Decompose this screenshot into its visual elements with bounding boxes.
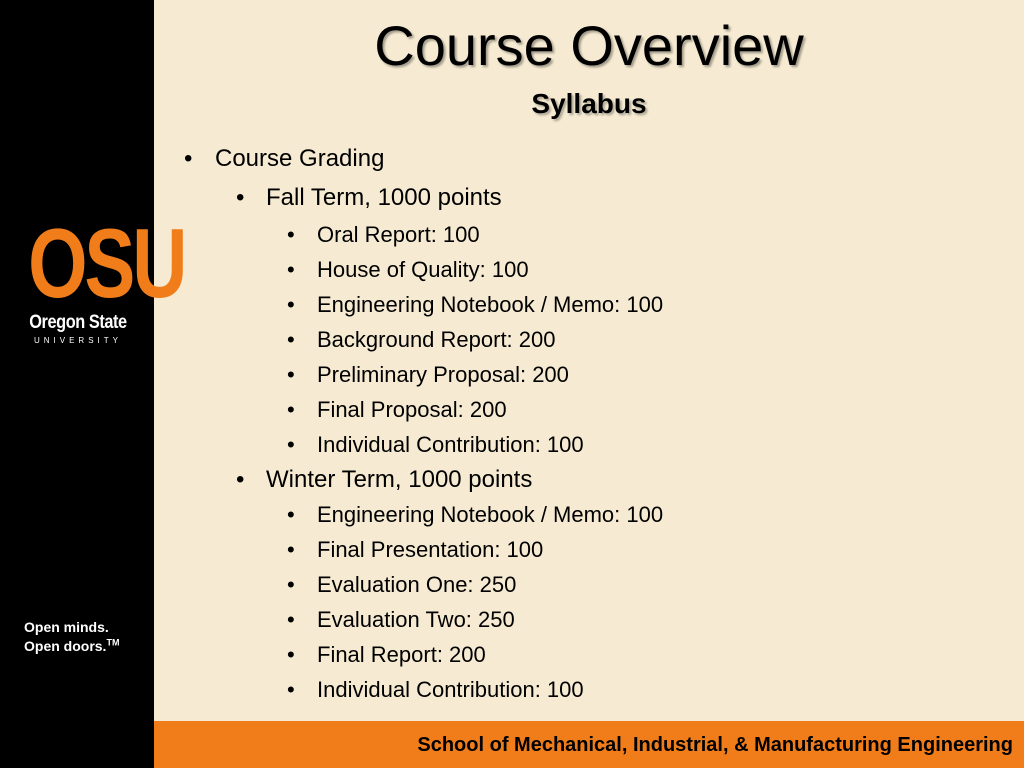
footer-bar bbox=[154, 721, 1024, 768]
list-item-text: Engineering Notebook / Memo: 100 bbox=[317, 502, 664, 527]
bullet-dot: • bbox=[287, 327, 295, 352]
bullet-dot: • bbox=[287, 222, 295, 247]
bullet-dot: • bbox=[184, 145, 193, 172]
bullet-dot: • bbox=[287, 572, 295, 597]
list-item-text: Individual Contribution: 100 bbox=[317, 677, 584, 702]
logo-mark: OSU bbox=[28, 208, 185, 318]
bullet-dot: • bbox=[287, 537, 295, 562]
list-item-text: Preliminary Proposal: 200 bbox=[317, 362, 569, 387]
list-item-text: Oral Report: 100 bbox=[317, 222, 480, 247]
footer-text: School of Mechanical, Industrial, & Manufacturing Engineering bbox=[417, 734, 1013, 756]
bullet-dot: • bbox=[287, 292, 295, 317]
bullet-dot: • bbox=[236, 466, 245, 493]
bullet-dot: • bbox=[287, 607, 295, 632]
tagline-line2: Open doors. bbox=[24, 638, 107, 654]
bullet-text: Course Grading bbox=[215, 145, 385, 172]
bullet-dot: • bbox=[287, 397, 295, 422]
list-item-text: House of Quality: 100 bbox=[317, 257, 529, 282]
bullet-dot: • bbox=[287, 642, 295, 667]
list-item-text: Final Proposal: 200 bbox=[317, 397, 507, 422]
slide-title: Course Overview bbox=[374, 14, 804, 77]
bullet-dot: • bbox=[287, 257, 295, 282]
logo-name: Oregon State bbox=[29, 312, 127, 333]
list-item-text: Individual Contribution: 100 bbox=[317, 432, 584, 457]
list-item-text: Evaluation Two: 250 bbox=[317, 607, 515, 632]
trademark-mark: TM bbox=[106, 637, 120, 648]
bullet-dot: • bbox=[287, 677, 295, 702]
slide-subtitle: Syllabus bbox=[531, 88, 647, 119]
list-item-text: Final Report: 200 bbox=[317, 642, 486, 667]
bullet-text: Fall Term, 1000 points bbox=[266, 184, 502, 211]
list-item-text: Engineering Notebook / Memo: 100 bbox=[317, 292, 664, 317]
list-item-text: Evaluation One: 250 bbox=[317, 572, 517, 597]
bullet-dot: • bbox=[287, 432, 295, 457]
logo-subname: UNIVERSITY bbox=[33, 336, 122, 345]
list-item-text: Final Presentation: 100 bbox=[317, 537, 544, 562]
list-item-text: Background Report: 200 bbox=[317, 327, 556, 352]
bullet-dot: • bbox=[287, 362, 295, 387]
bullet-dot: • bbox=[287, 502, 295, 527]
tagline-line1: Open minds. bbox=[24, 619, 109, 635]
bullet-text: Winter Term, 1000 points bbox=[266, 466, 533, 493]
bullet-dot: • bbox=[236, 184, 245, 211]
